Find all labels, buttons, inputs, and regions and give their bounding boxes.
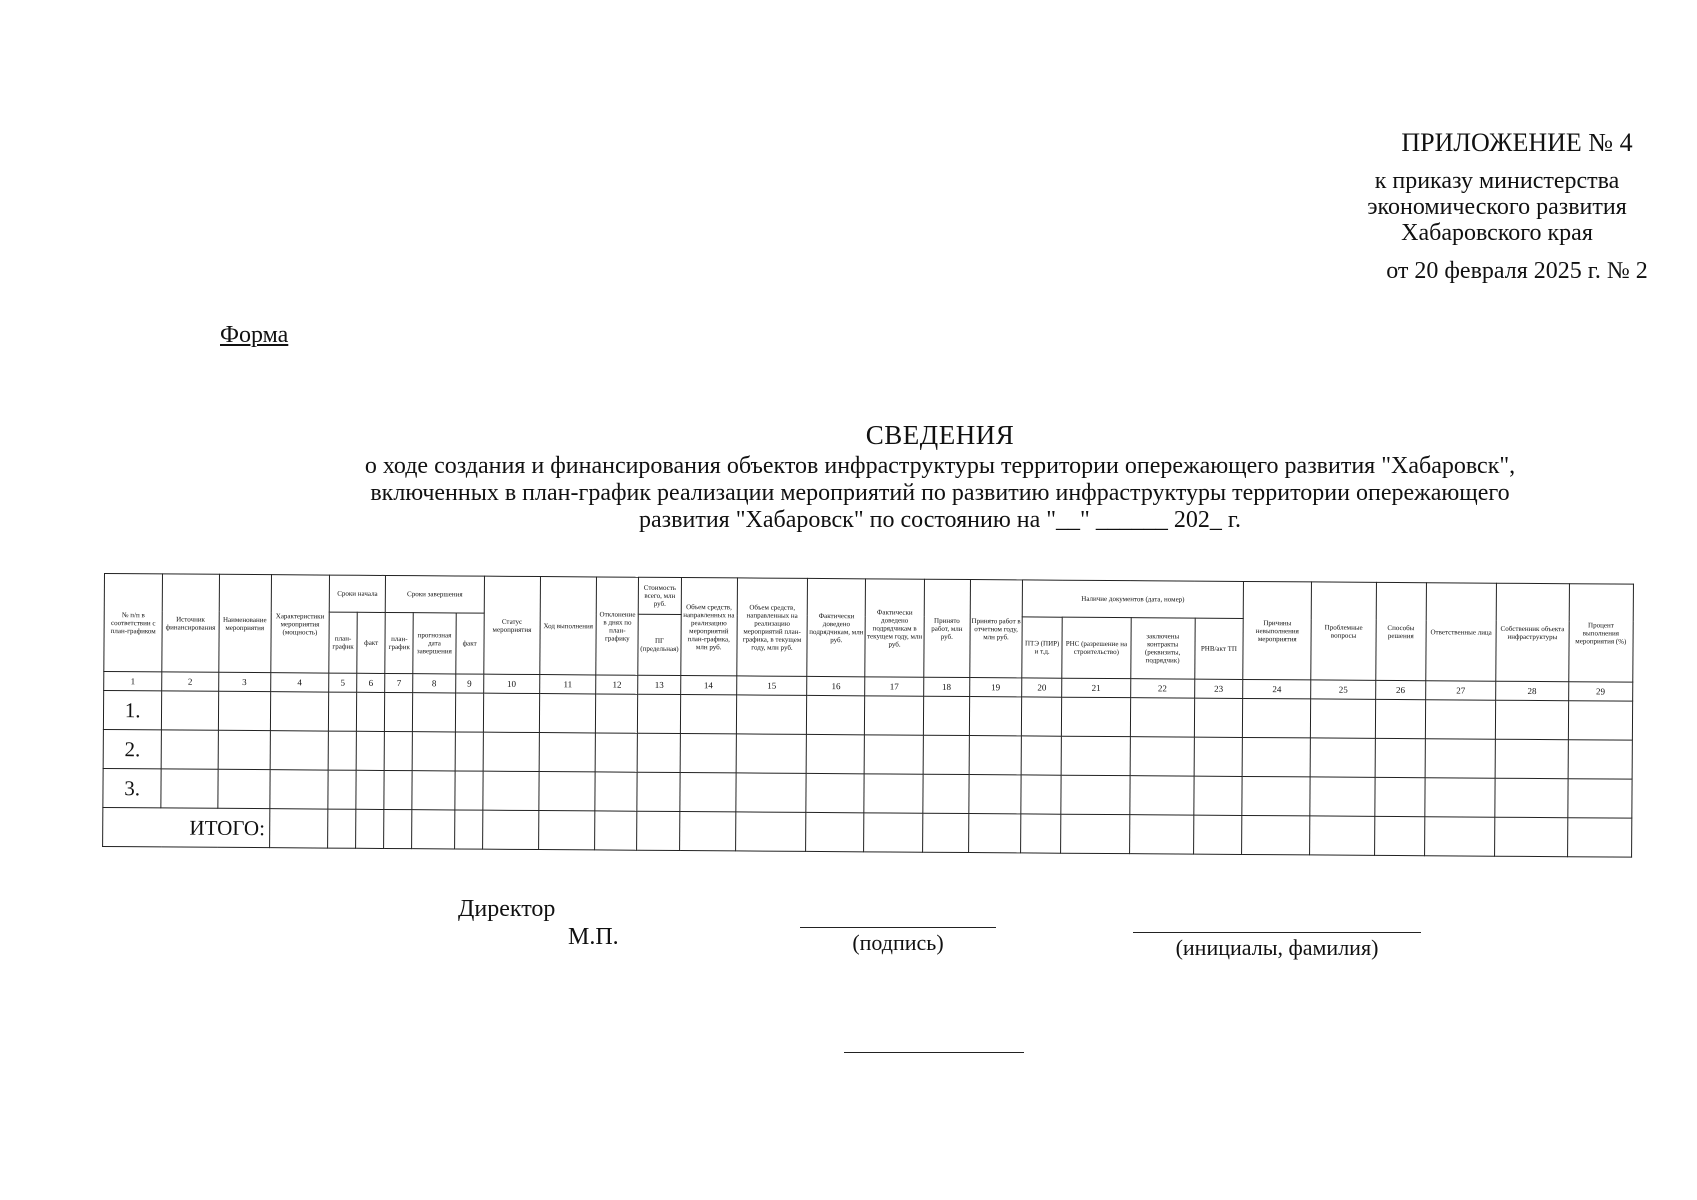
table-cell[interactable] xyxy=(1061,814,1130,853)
column-number: 28 xyxy=(1496,681,1568,701)
column-number: 23 xyxy=(1194,679,1242,698)
appendix-date: от 20 февраля 2025 г. № 2 xyxy=(1386,258,1648,284)
table-cell[interactable] xyxy=(922,813,968,852)
stamp-label: М.П. xyxy=(568,924,619,950)
table-cell[interactable] xyxy=(455,693,483,732)
column-number: 17 xyxy=(865,677,923,696)
table-cell[interactable] xyxy=(1194,737,1243,776)
table-cell[interactable] xyxy=(637,772,679,811)
table-cell[interactable] xyxy=(1242,815,1311,854)
column-number: 11 xyxy=(540,675,596,694)
total-label: ИТОГО: xyxy=(103,807,270,847)
column-number: 18 xyxy=(923,677,969,696)
signature-caption: (подпись) xyxy=(852,930,944,955)
table-cell[interactable] xyxy=(806,734,865,773)
table-cell[interactable] xyxy=(638,694,680,733)
header-c21: РНС (разрешение на строительство) xyxy=(1062,617,1131,678)
table-cell[interactable] xyxy=(413,693,455,732)
header-end-group: Сроки завершения xyxy=(385,575,484,613)
column-number: 29 xyxy=(1568,682,1633,701)
table-cell[interactable] xyxy=(1194,776,1243,815)
table-cell[interactable] xyxy=(270,731,329,770)
table-cell[interactable] xyxy=(1374,816,1424,855)
header-c22: заключены контракты (реквизиты, подрядчик) xyxy=(1130,618,1195,679)
report-table xyxy=(102,573,1634,858)
table-cell[interactable] xyxy=(596,694,638,733)
table-cell[interactable] xyxy=(969,736,1022,775)
table-cell[interactable] xyxy=(923,696,969,735)
row-number: 3. xyxy=(103,768,162,807)
table-cell[interactable] xyxy=(539,733,596,772)
header-c24: Причины невыполнения мероприятия xyxy=(1243,581,1312,679)
table-cell[interactable] xyxy=(1374,777,1424,816)
header-c23: РНВ/акт ТП xyxy=(1195,618,1244,679)
title-line-3: развития "Хабаровск" по состоянию на "__" ______ 202_ г. xyxy=(639,507,1241,533)
table-cell[interactable] xyxy=(1021,736,1061,775)
table-cell[interactable] xyxy=(218,691,271,730)
table-cell[interactable] xyxy=(736,773,807,812)
table-cell[interactable] xyxy=(1130,698,1195,737)
table-cell[interactable] xyxy=(595,772,637,811)
appendix-line-1: к приказу министерства xyxy=(1374,168,1620,194)
column-number: 4 xyxy=(270,673,328,692)
table-cell[interactable] xyxy=(357,692,385,731)
column-number: 19 xyxy=(970,678,1022,697)
column-number: 27 xyxy=(1426,681,1496,700)
column-number: 6 xyxy=(357,673,385,692)
header-c29: Процент выполнения мероприятия (%) xyxy=(1568,584,1633,682)
appendix-line-3: Хабаровского края xyxy=(1401,220,1593,246)
column-number: 1 xyxy=(104,672,162,691)
title-line-2: включенных в план-график реализации мероприятий по развитию инфраструктуры территории опережающего xyxy=(370,480,1510,506)
table-cell[interactable] xyxy=(1568,740,1633,779)
table-cell[interactable] xyxy=(1567,779,1632,818)
header-c3: Наименование мероприятия xyxy=(218,574,271,672)
header-end-prognosis: прогнозная дата завершения xyxy=(413,613,456,674)
table-cell[interactable] xyxy=(1495,817,1568,857)
table-cell[interactable] xyxy=(328,731,356,770)
table-cell[interactable] xyxy=(864,774,923,813)
table-cell[interactable] xyxy=(482,810,539,849)
table-cell[interactable] xyxy=(455,732,483,771)
header-start-fact: факт xyxy=(357,612,386,673)
table-cell[interactable] xyxy=(969,775,1022,814)
table-cell[interactable] xyxy=(161,730,218,769)
table-cell[interactable] xyxy=(356,809,384,848)
table-cell[interactable] xyxy=(1129,815,1194,854)
table-cell[interactable] xyxy=(412,732,454,771)
column-number: 25 xyxy=(1311,680,1375,699)
table-cell[interactable] xyxy=(1425,778,1496,817)
column-number: 10 xyxy=(483,674,539,693)
table-cell[interactable] xyxy=(384,731,412,770)
table-cell[interactable] xyxy=(162,691,219,730)
table-cell[interactable] xyxy=(923,735,969,774)
table-cell[interactable] xyxy=(384,809,412,848)
report-table-wrapper xyxy=(102,573,1634,858)
header-c19: Принято работ в отчетном году, млн руб. xyxy=(970,580,1023,678)
header-end-fact: факт xyxy=(455,613,484,674)
column-number: 21 xyxy=(1062,678,1130,697)
table-cell[interactable] xyxy=(161,769,218,808)
header-c27: Ответственные лица xyxy=(1426,583,1497,681)
table-cell[interactable] xyxy=(328,770,356,809)
column-number: 2 xyxy=(162,672,218,691)
header-c18: Принято работ, млн руб. xyxy=(923,579,970,677)
table-cell[interactable] xyxy=(736,734,807,773)
table-cell[interactable] xyxy=(864,813,923,852)
table-cell[interactable] xyxy=(483,693,540,732)
header-c26: Способы решения xyxy=(1375,582,1426,680)
header-c2: Источник финансирования xyxy=(162,574,219,672)
header-c10: Статус мероприятия xyxy=(484,576,541,674)
table-cell[interactable] xyxy=(865,696,924,735)
table-cell[interactable] xyxy=(679,773,736,812)
director-label: Директор xyxy=(458,896,556,922)
row-number: 2. xyxy=(103,729,162,768)
table-cell[interactable] xyxy=(968,814,1021,853)
column-number: 20 xyxy=(1022,678,1062,697)
table-cell[interactable] xyxy=(356,731,384,770)
column-number: 14 xyxy=(680,676,736,695)
table-cell[interactable] xyxy=(637,811,679,850)
table-cell[interactable] xyxy=(217,769,270,808)
table-cell[interactable] xyxy=(1495,739,1568,779)
table-cell[interactable] xyxy=(595,733,637,772)
column-number: 16 xyxy=(807,676,865,695)
header-c17: Фактически доведено подрядчикам в текущем году, млн руб. xyxy=(865,579,924,677)
form-label: Форма xyxy=(220,322,289,348)
table-cell[interactable] xyxy=(1425,739,1496,778)
table-cell[interactable] xyxy=(385,692,413,731)
column-number: 24 xyxy=(1243,679,1311,698)
table-cell[interactable] xyxy=(1496,700,1569,740)
bottom-divider xyxy=(844,1052,1024,1053)
column-number: 15 xyxy=(736,676,806,695)
signature-line[interactable] xyxy=(800,927,996,928)
column-number: 12 xyxy=(596,675,638,694)
table-cell[interactable] xyxy=(1242,698,1311,737)
table-cell[interactable] xyxy=(922,774,968,813)
table-cell[interactable] xyxy=(412,810,454,849)
table-cell[interactable] xyxy=(356,770,384,809)
table-cell[interactable] xyxy=(1310,777,1375,816)
appendix-number: ПРИЛОЖЕНИЕ № 4 xyxy=(1401,128,1633,157)
column-number: 7 xyxy=(385,673,413,692)
header-c1: № п/п в соответствии с план-графиком xyxy=(104,574,163,672)
header-c28: Собственник объекта инфраструктуры xyxy=(1496,583,1569,682)
table-cell[interactable] xyxy=(1194,698,1243,737)
header-c13: ПГ (предельная) xyxy=(638,614,681,675)
table-cell[interactable] xyxy=(735,812,806,851)
table-cell[interactable] xyxy=(680,695,737,734)
table-cell[interactable] xyxy=(1567,818,1632,857)
column-number: 3 xyxy=(218,672,270,691)
table-cell[interactable] xyxy=(1129,776,1194,815)
table-cell[interactable] xyxy=(539,772,596,811)
table-cell[interactable] xyxy=(1193,815,1242,854)
header-start-plan: план-график xyxy=(329,612,358,673)
table-cell[interactable] xyxy=(270,692,329,731)
column-number: 5 xyxy=(329,673,357,692)
name-line[interactable] xyxy=(1133,932,1421,933)
header-c14: Объем средств, направленных на реализацию мероприятий план-графика, млн руб. xyxy=(680,578,737,676)
header-c25: Проблемные вопросы xyxy=(1311,582,1376,680)
table-cell[interactable] xyxy=(1130,737,1195,776)
table-cell[interactable] xyxy=(1310,738,1375,777)
table-cell[interactable] xyxy=(1242,776,1311,815)
table-cell[interactable] xyxy=(1021,814,1061,853)
appendix-block xyxy=(1337,128,1657,285)
table-cell[interactable] xyxy=(736,695,807,734)
table-cell[interactable] xyxy=(1061,775,1130,814)
header-cost-group: Стоимость всего, млн руб. xyxy=(639,577,681,614)
column-number: 8 xyxy=(413,674,455,693)
table-cell[interactable] xyxy=(680,734,737,773)
table-cell[interactable] xyxy=(1495,778,1568,818)
row-number: 1. xyxy=(103,691,162,730)
document-title xyxy=(255,420,1625,532)
table-cell[interactable] xyxy=(328,692,356,731)
table-cell[interactable] xyxy=(539,811,596,850)
title-heading: СВЕДЕНИЯ xyxy=(865,420,1015,450)
table-cell[interactable] xyxy=(679,812,736,851)
table-cell[interactable] xyxy=(1568,701,1633,740)
table-cell[interactable] xyxy=(270,770,329,809)
table-cell[interactable] xyxy=(1310,816,1375,855)
table-cell[interactable] xyxy=(328,809,356,848)
table-cell[interactable] xyxy=(595,811,637,850)
column-number: 26 xyxy=(1375,680,1425,699)
table-cell[interactable] xyxy=(865,735,924,774)
table-cell[interactable] xyxy=(1021,697,1061,736)
appendix-line-2: экономического развития xyxy=(1367,194,1627,220)
table-cell[interactable] xyxy=(638,733,680,772)
table-cell[interactable] xyxy=(806,773,865,812)
table-cell[interactable] xyxy=(1061,736,1130,775)
title-line-1: о ходе создания и финансирования объектов инфраструктуры территории опережающего развития "Хабаровск", xyxy=(364,453,1516,479)
table-cell[interactable] xyxy=(483,771,540,810)
header-c4: Характеристики мероприятия (мощность) xyxy=(271,575,330,673)
table-cell[interactable] xyxy=(384,770,412,809)
table-cell[interactable] xyxy=(454,810,482,849)
table-cell[interactable] xyxy=(412,771,454,810)
table-cell[interactable] xyxy=(807,695,866,734)
table-cell[interactable] xyxy=(1424,817,1495,856)
table-cell[interactable] xyxy=(1375,699,1425,738)
table-cell[interactable] xyxy=(969,697,1022,736)
column-number: 13 xyxy=(638,675,680,694)
table-cell[interactable] xyxy=(806,812,865,851)
table-cell[interactable] xyxy=(1311,699,1376,738)
header-c11: Ход выполнения xyxy=(540,577,597,675)
header-docs-group: Наличие документов (дата, номер) xyxy=(1022,580,1243,619)
header-c16: Фактически доведено подрядчикам, млн руб. xyxy=(807,578,866,676)
name-caption: (инициалы, фамилия) xyxy=(1175,935,1379,960)
header-c20: ПТЭ (ПИР) и т.д. xyxy=(1022,617,1063,678)
table-cell[interactable] xyxy=(1062,697,1131,736)
header-c15: Объем средств, направленных на реализацию мероприятий план-графика, в текущем году, млн руб. xyxy=(737,578,808,676)
column-number: 22 xyxy=(1130,679,1194,698)
table-cell[interactable] xyxy=(1021,775,1061,814)
table-cell[interactable] xyxy=(218,730,271,769)
table-cell[interactable] xyxy=(454,771,482,810)
header-c12: Отклонение в днях по план-графику xyxy=(596,577,639,675)
table-cell[interactable] xyxy=(1425,700,1496,739)
table-cell[interactable] xyxy=(483,732,540,771)
header-end-plan: план-график xyxy=(385,612,414,673)
table-cell[interactable] xyxy=(269,809,328,848)
header-start-group: Сроки начала xyxy=(329,575,386,612)
table-cell[interactable] xyxy=(1375,738,1425,777)
table-cell[interactable] xyxy=(1242,737,1311,776)
column-number: 9 xyxy=(455,674,483,693)
table-cell[interactable] xyxy=(539,694,596,733)
